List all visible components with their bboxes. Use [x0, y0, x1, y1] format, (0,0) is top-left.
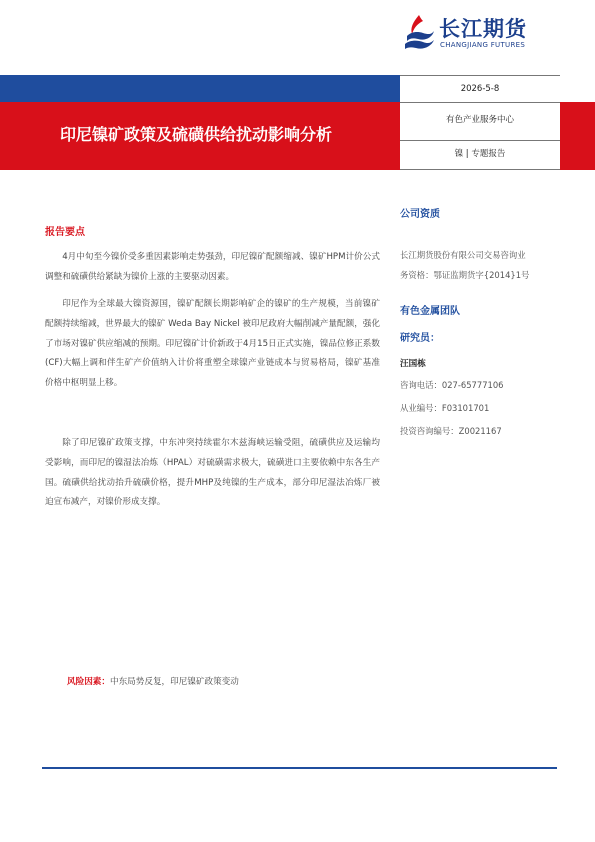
report-info-box: [400, 75, 560, 170]
analyst-advisory-number: 投资咨询编号：Z0021167: [400, 426, 502, 436]
info-divider: [400, 140, 560, 141]
report-category: 镍 | 专题报告: [454, 149, 506, 159]
changjiang-logo-icon: [403, 14, 435, 52]
analyst-phone: 咨询电话：027-65777106: [400, 380, 504, 390]
report-title: 印尼镍矿政策及硫磺供给扰动影响分析: [60, 125, 333, 144]
footer-rule: [42, 767, 557, 769]
company-qualification-line-1: 长江期货股份有限公司交易咨询业: [400, 250, 526, 260]
analyst-name: 汪国栋: [400, 359, 426, 369]
info-divider: [400, 75, 560, 76]
summary-heading: 报告要点: [45, 227, 85, 238]
logo-name-cn: 长江期货: [439, 17, 527, 41]
team-heading: 有色金属团队: [400, 306, 460, 317]
logo-name-en: CHANGJIANG FUTURES: [440, 41, 526, 49]
company-logo: [403, 14, 563, 54]
header-red-band-right: [560, 102, 595, 170]
analyst-license: 从业编号：F03101701: [400, 403, 490, 413]
researcher-heading: 研究员：: [400, 333, 440, 344]
company-qualification-heading: 公司资质: [400, 209, 440, 220]
header-blue-band: [0, 75, 400, 102]
summary-paragraph-1: 4月中旬至今镍价受多重因素影响走势强劲，印尼镍矿配额缩减、镍矿HPM计价公式调整和硫磺供给紧缺为镍价上涨的主要驱动因素。: [45, 252, 380, 282]
risk-text: 中东局势反复，印尼镍矿政策变动: [109, 677, 239, 687]
risk-factors: [67, 676, 239, 688]
company-qualification-line-2: 务资格：鄂证监期货字{2014}1号: [400, 270, 530, 280]
report-date: 2026-5-8: [460, 84, 500, 94]
info-divider: [400, 102, 560, 103]
summary-paragraph-3: 除了印尼镍矿政策支撑，中东冲突持续霍尔木兹海峡运输受阻，硫磺供应及运输均受影响，而印尼的镍湿法冶炼（HPAL）对硫磺需求极大，硫磺进口主要依赖中东各生产国。硫磺供给扰动抬升硫磺价格，提升MHP及纯镍的生产成本，部分印尼湿法冶炼厂被迫宣布减产，对镍价形成支撑。: [45, 438, 380, 508]
risk-label: 风险因素：: [67, 677, 110, 687]
report-department: 有色产业服务中心: [445, 115, 514, 125]
summary-paragraph-2: 印尼作为全球最大镍资源国，镍矿配额长期影响矿企的镍矿的生产规模，当前镍矿配额持续缩减，世界最大的镍矿 Weda Bay Nickel 被印尼政府大幅削减产量配额，强化了市场对镍矿供应缩减的预期。印尼镍矿计价新政于4月15日正式实施，镍品位修正系数(CF)大幅上调和伴生矿产价值纳入计价将重塑全球镍产业链成本与贸易格局，镍矿基准价格中枢明显上移。: [45, 299, 380, 389]
info-divider: [400, 169, 560, 170]
